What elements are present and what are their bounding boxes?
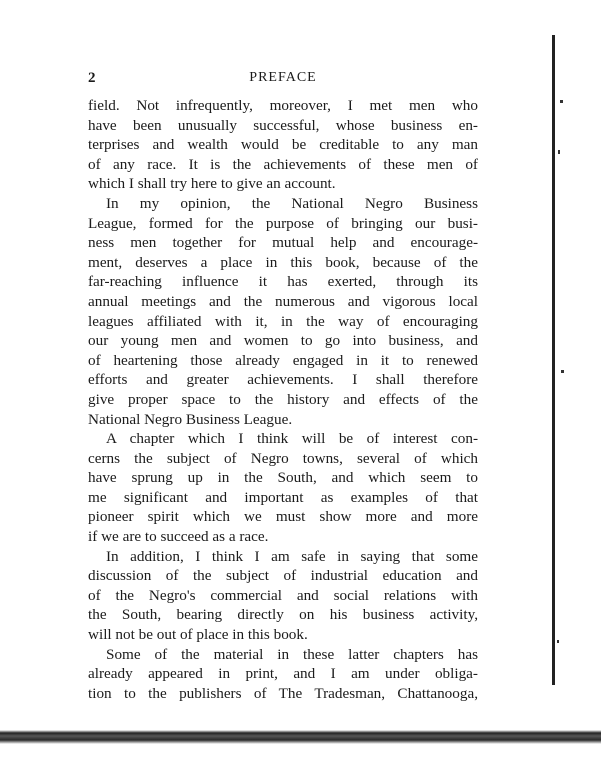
paragraph: [88, 194, 478, 429]
text-line: give proper space to the history and effects of the: [88, 390, 478, 408]
text-line: me significant and important as examples of that: [88, 488, 478, 506]
text-line: have been unusually successful, whose business en-: [88, 116, 478, 134]
text-line: ment, deserves a place in this book, because of the: [88, 253, 478, 271]
text-line: have sprung up in the South, and which seem to: [88, 469, 478, 487]
scan-bottom-edge: [0, 730, 601, 744]
text-line: cerns the subject of Negro towns, several of which: [88, 449, 478, 467]
text-line: which I shall try here to give an account.: [88, 175, 336, 193]
text-line: of any race. It is the achievements of these men of: [88, 155, 478, 173]
text-line: annual meetings and the numerous and vigorous local: [88, 292, 478, 310]
body-text: [88, 96, 478, 703]
paragraph: [88, 547, 478, 645]
text-line: In addition, I think I am safe in saying that some: [106, 547, 478, 565]
text-line: Some of the material in these latter chapters has: [106, 645, 478, 663]
text-line: tion to the publishers of The Tradesman, Chattanooga,: [88, 684, 478, 702]
scan-speck: [560, 100, 563, 103]
text-line: efforts and greater achievements. I shall therefore: [88, 371, 478, 389]
text-line: if we are to succeed as a race.: [88, 528, 269, 546]
text-line: leagues affiliated with it, in the way of encouraging: [88, 312, 478, 330]
text-line: far-reaching influence it has exerted, through its: [88, 273, 478, 291]
text-line: In my opinion, the National Negro Business: [106, 194, 478, 212]
text-line: field. Not infrequently, moreover, I met men who: [88, 97, 478, 114]
text-line: National Negro Business League.: [88, 410, 293, 428]
scan-speck: [561, 370, 564, 373]
paragraph: [88, 96, 478, 194]
text-line: will not be out of place in this book.: [88, 626, 308, 644]
text-line: the South, bearing directly on his business activity,: [88, 606, 478, 624]
text-line: ness men together for mutual help and encourage-: [88, 234, 478, 252]
text-line: terprises and wealth would be creditable to any man: [88, 136, 478, 154]
text-line: our young men and women to go into business, and: [88, 332, 478, 350]
text-line: of heartening those already engaged in it to renewed: [88, 351, 478, 369]
page-header: [88, 70, 478, 90]
scan-speck: [558, 150, 560, 154]
scan-edge-rule: [552, 35, 555, 685]
text-line: pioneer spirit which we must show more and more: [88, 508, 478, 526]
text-line: of the Negro's commercial and social relations with: [88, 586, 478, 604]
paragraph: [88, 429, 478, 547]
text-line: already appeared in print, and I am under obliga-: [88, 665, 478, 683]
text-line: discussion of the subject of industrial education and: [88, 567, 478, 585]
text-line: A chapter which I think will be of interest con-: [106, 430, 478, 448]
text-line: League, formed for the purpose of bringing our busi-: [88, 214, 478, 232]
page-number: 2: [88, 70, 96, 86]
running-head: PREFACE: [249, 70, 317, 85]
scan-speck: [557, 640, 559, 643]
paragraph: [88, 645, 478, 704]
